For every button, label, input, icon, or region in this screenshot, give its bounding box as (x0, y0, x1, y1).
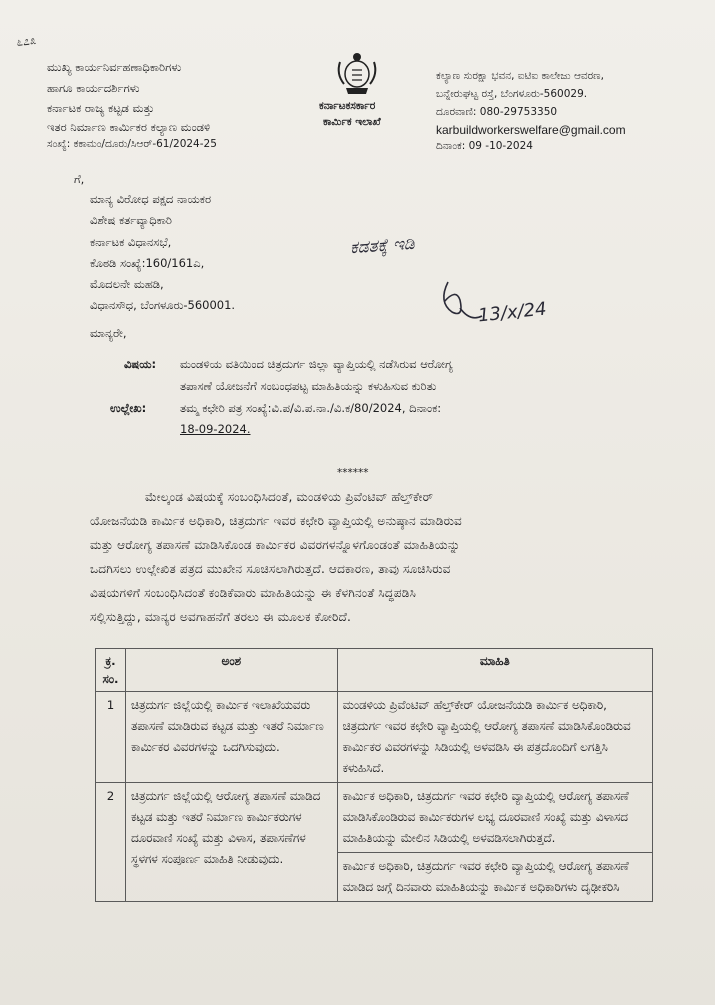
addressee-line2: ವಿಶೇಷ ಕರ್ತವ್ಯಾಧಿಕಾರಿ (90, 213, 172, 227)
subject-label: ವಿಷಯ: (124, 357, 157, 371)
header-right-phone: ದೂರವಾಣಿ: 080-29753350 (436, 106, 558, 118)
table-cell-info (337, 783, 652, 902)
addressee-line6: ವಿಧಾನಸೌಧ, ಬೆಂಗಳೂರು-560001. (90, 298, 236, 312)
body-line-4: ಒದಗಿಸಲು ಉಲ್ಲೇಖಿತ ಪತ್ರದ ಮುಖೇನ ಸೂಚಿಸಲಾಗಿರುತ್ತದೆ. ಆದಕಾರಣ, ತಾವು ಸೂಚಿಸಿರುವ (90, 562, 451, 576)
header-right-line1: ಕಲ್ಯಾಣ ಸುರಕ್ಷಾ ಭವನ, ಐಟಿಐ ಕಾಲೇಜು ಆವರಣ, (436, 70, 604, 82)
emblem-line2: ಕಾರ್ಮಿಕ ಇಲಾಖೆ (323, 116, 381, 128)
addressee-line3: ಕರ್ನಾಟಕ ವಿಧಾನಸಭೆ, (90, 235, 172, 249)
body-line-6: ಸಲ್ಲಿಸುತ್ತಿದ್ದು, ಮಾನ್ಯರ ಅವಗಾಹನೆಗೆ ತರಲು ಈ ಮೂಲಕ ಕೋರಿದೆ. (90, 610, 351, 624)
subject-line1: ಮಂಡಳಿಯ ವತಿಯಿಂದ ಚಿತ್ರದುರ್ಗ ಜಿಲ್ಲಾ ವ್ಯಾಪ್ತಿಯಲ್ಲಿ ನಡೆಸಿರುವ ಆರೋಗ್ಯ (180, 357, 453, 371)
body-line-3: ಮತ್ತು ಆರೋಗ್ಯ ತಪಾಸಣೆ ಮಾಡಿಸಿಕೊಂಡ ಕಾರ್ಮಿಕರ ವಿವರಗಳನ್ನೊಳಗೊಂಡಂತೆ ಮಾಹಿತಿಯನ್ನು (90, 538, 461, 552)
body-line-2: ಯೋಜನೆಯಡಿ ಕಾರ್ಮಿಕ ಅಧಿಕಾರಿ, ಚಿತ್ರದುರ್ಗ ಇವರ ಕಛೇರಿ ವ್ಯಾಪ್ತಿಯಲ್ಲಿ ಅನುಷ್ಠಾನ ಮಾಡಿರುವ (90, 514, 462, 528)
handwritten-note: ಕಡತಕ್ಕೆ ಇಡಿ (349, 233, 416, 259)
subject-line2: ತಪಾಸಣೆ ಯೋಜನೆಗೆ ಸಂಬಂಧಪಟ್ಟ ಮಾಹಿತಿಯನ್ನು ಕಳುಹಿಸುವ ಕುರಿತು (180, 379, 437, 393)
reference-line2: 18-09-2024. (180, 422, 251, 436)
margin-note: ೬೭೩ (15, 32, 37, 50)
table-row (96, 783, 653, 902)
table-cell-info-part1: ಕಾರ್ಮಿಕ ಅಧಿಕಾರಿ, ಚಿತ್ರದುರ್ಗ ಇವರ ಕಛೇರಿ ವ್ಯಾಪ್ತಿಯಲ್ಲಿ ಆರೋಗ್ಯ ತಪಾಸಣೆ ಮಾಡಿಸಿಕೊಂಡಿರುವ ಕಾರ್ಮಿಕರುಗಳ ಲಭ್ಯ ದೂರವಾಣಿ ಸಂಖ್ಯೆ ಮತ್ತು ವಿಳಾಸದ ಮಾಹಿತಿಯನ್ನು ಮೇಲಿನ ಸಿಡಿಯಲ್ಲಿ ಅಳವಡಿಸಲಾಗಿರುತ್ತದೆ. (338, 783, 652, 853)
header-right-line2: ಬನ್ನೇರುಘಟ್ಟ ರಸ್ತೆ, ಬೆಂಗಳೂರು-560029. (436, 88, 588, 100)
table-cell-item: ಚಿತ್ರದುರ್ಗ ಜಿಲ್ಲೆಯಲ್ಲಿ ಆರೋಗ್ಯ ತಪಾಸಣೆ ಮಾಡಿದ ಕಟ್ಟಡ ಮತ್ತು ಇತರೆ ನಿರ್ಮಾಣ ಕಾರ್ಮಿಕರುಗಳ ದೂರವಾಣಿ ಸಂಖ್ಯೆ ಮತ್ತು ವಿಳಾಸ, ತಪಾಸಣೆಗಳ ಸ್ಥಳಗಳ ಸಂಪೂರ್ಣ ಮಾಹಿತಿ ನೀಡುವುದು. (125, 783, 337, 902)
addressee-prefix: ಗೆ, (74, 172, 85, 186)
state-emblem-icon (330, 48, 384, 98)
header-left-line3: ಕರ್ನಾಟಕ ರಾಜ್ಯ ಕಟ್ಟಡ ಮತ್ತು (47, 101, 155, 115)
table-cell-info-part2: ಕಾರ್ಮಿಕ ಅಧಿಕಾರಿ, ಚಿತ್ರದುರ್ಗ ಇವರ ಕಛೇರಿ ವ್ಯಾಪ್ತಿಯಲ್ಲಿ ಆರೋಗ್ಯ ತಪಾಸಣೆ ಮಾಡಿದ ಜಗ್ಗೆ ದಿನವಾರು ಮಾಹಿತಿಯನ್ನು ಕಾರ್ಮಿಕ ಅಧಿಕಾರಿಗಳು ದೃಢೀಕರಿಸಿ (342, 859, 629, 894)
body-line-1: ಮೇಲ್ಕಂಡ ವಿಷಯಕ್ಕೆ ಸಂಬಂಧಿಸಿದಂತೆ, ಮಂಡಳಿಯ ಪ್ರಿವೆಂಟಿವ್ ಹೆಲ್ತ್‌ಕೇರ್ (145, 490, 434, 504)
letter-date: ದಿನಾಂಕ: 09 -10-2024 (436, 140, 533, 152)
salutation: ಮಾನ್ಯರೇ, (90, 326, 127, 340)
reference-label: ಉಲ್ಲೇಖ: (110, 401, 147, 415)
table-cell-item: ಚಿತ್ರದುರ್ಗ ಜಿಲ್ಲೆಯಲ್ಲಿ ಕಾರ್ಮಿಕ ಇಲಾಖೆಯವರು ತಪಾಸಣೆ ಮಾಡಿರುವ ಕಟ್ಟಡ ಮತ್ತು ಇತರೆ ನಿರ್ಮಾಣ ಕಾರ್ಮಿಕರ ವಿವರಗಳನ್ನು ಒದಗಿಸುವುದು. (125, 692, 337, 783)
reference-line1: ತಮ್ಮ ಕಛೇರಿ ಪತ್ರ ಸಂಖ್ಯೆ:ವಿ.ಪ/ವಿ.ಪ.ನಾ./ವಿ.ಕ/80/2024, ದಿನಾಂಕ: (180, 401, 442, 415)
header-left-line4: ಇತರ ನಿರ್ಮಾಣ ಕಾರ್ಮಿಕರ ಕಲ್ಯಾಣ ಮಂಡಳಿ (47, 120, 211, 134)
table-header-info: ಮಾಹಿತಿ (337, 649, 652, 692)
handwritten-date: 13/x/24 (477, 298, 548, 327)
header-left-line1: ಮುಖ್ಯ ಕಾರ್ಯನಿರ್ವಹಣಾಧಿಕಾರಿಗಳು (47, 60, 182, 74)
table-header-item: ಅಂಶ (125, 649, 337, 692)
header-right-email: karbuildworkerswelfare@gmail.com (436, 123, 626, 137)
addressee-line4: ಕೊಠಡಿ ಸಂಖ್ಯೆ:160/161ಎ, (90, 256, 205, 270)
table-header-row (96, 649, 653, 692)
reference-number: ಸಂಖ್ಯೆ: ಕಕಾಮಂ/ದೂರು/ಸಿಆರ್-61/2024-25 (47, 138, 217, 150)
table-cell-sno: 2 (96, 783, 126, 902)
header-left-line2: ಹಾಗೂ ಕಾರ್ಯದರ್ಶಿಗಳು (47, 81, 140, 95)
addressee-line5: ಮೊದಲನೇ ಮಹಡಿ, (90, 277, 164, 291)
body-line-5: ವಿಷಯಗಳಿಗೆ ಸಂಬಂಧಿಸಿದಂತೆ ಕಂಡಿಕೆವಾರು ಮಾಹಿತಿಯನ್ನು ಈ ಕೆಳಗಿನಂತೆ ಸಿದ್ಧಪಡಿಸಿ (90, 586, 417, 600)
table-cell-info: ಮಂಡಳಿಯ ಪ್ರಿವೆಂಟಿವ್ ಹೆಲ್ತ್‌ಕೇರ್ ಯೋಜನೆಯಡಿ ಕಾರ್ಮಿಕ ಅಧಿಕಾರಿ, ಚಿತ್ರದುರ್ಗ ಇವರ ಕಛೇರಿ ವ್ಯಾಪ್ತಿಯಲ್ಲಿ ಆರೋಗ್ಯ ತಪಾಸಣೆ ಮಾಡಿಸಿಕೊಂಡಿರುವ ಕಾರ್ಮಿಕರ ವಿವರಗಳನ್ನು ಸಿಡಿಯಲ್ಲಿ ಅಳವಡಿಸಿ ಈ ಪತ್ರದೊಂದಿಗೆ ಲಗತ್ತಿಸಿ ಕಳುಹಿಸಿದೆ. (337, 692, 652, 783)
separator: ****** (337, 467, 369, 479)
information-table (95, 648, 653, 902)
table-cell-sno: 1 (96, 692, 126, 783)
table-header-sno: ಕ್ರ. ಸಂ. (96, 649, 126, 692)
emblem-line1: ಕರ್ನಾಟಕಸರ್ಕಾರ (319, 100, 376, 112)
addressee-line1: ಮಾನ್ಯ ವಿರೋಧ ಪಕ್ಷದ ನಾಯಕರ (90, 192, 212, 206)
table-row (96, 692, 653, 783)
